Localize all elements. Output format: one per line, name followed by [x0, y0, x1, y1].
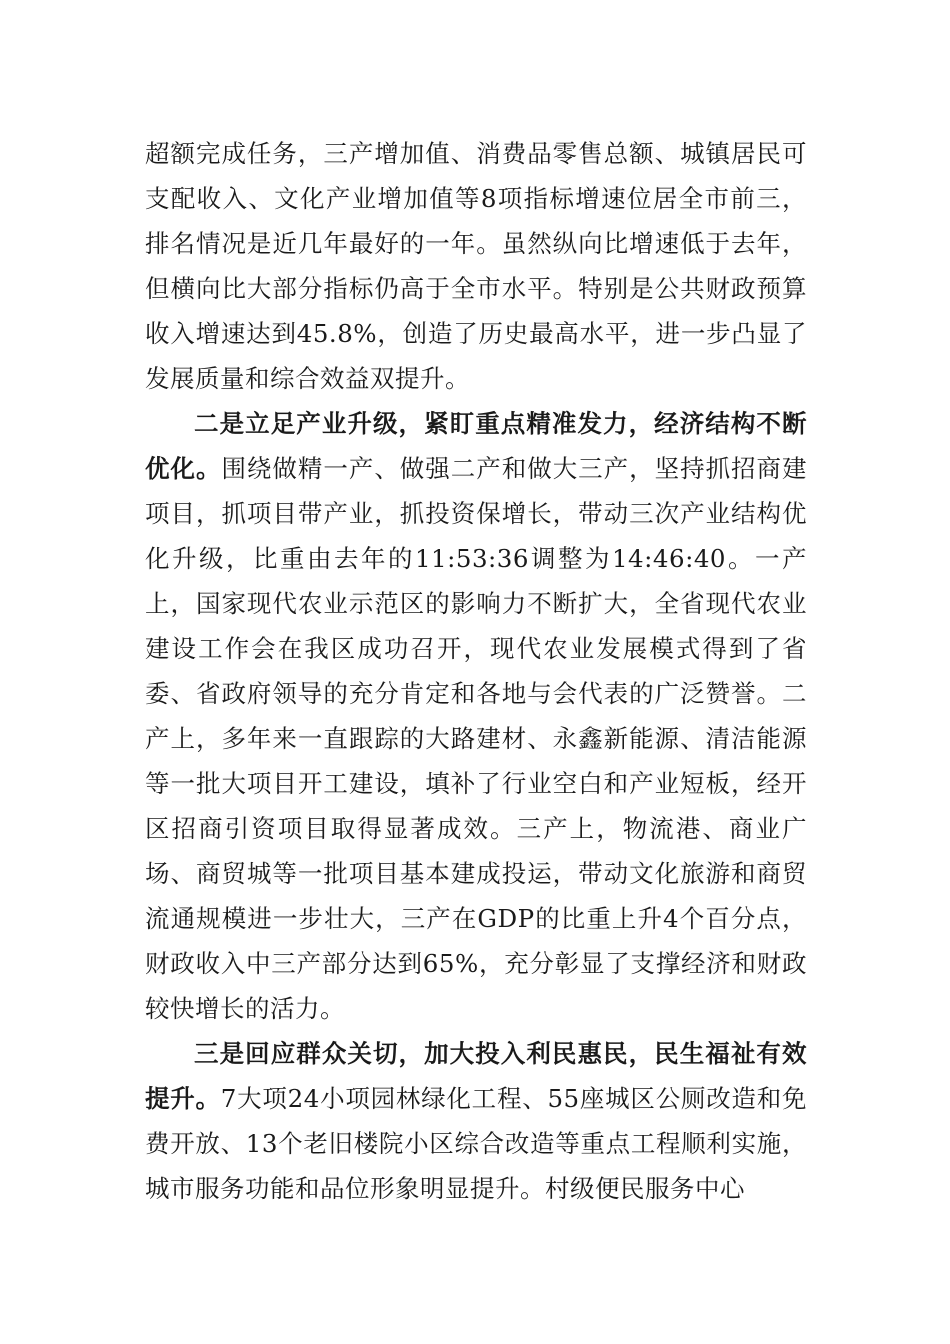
- paragraph-text: 超额完成任务，三产增加值、消费品零售总额、城镇居民可支配收入、文化产业增加值等8项指标增速位居全市前三，排名情况是近几年最好的一年。虽然纵向比增速低于去年，但横向比大部分指标仍高于全市水平。特别是公共财政预算收入增速达到45.8%，创造了历史最高水平，进一步凸显了发展质量和综合效益双提升。: [145, 139, 807, 393]
- paragraph-industry-upgrade: [145, 401, 807, 1031]
- paragraph-text: 7大项24小项园林绿化工程、55座城区公厕改造和免费开放、13个老旧楼院小区综合改造等重点工程顺利实施，城市服务功能和品位形象明显提升。村级便民服务中心: [145, 1084, 808, 1203]
- paragraph-continuation: [145, 131, 807, 401]
- paragraph-text: 围绕做精一产、做强二产和做大三产，坚持抓招商建项目，抓项目带产业，抓投资保增长，带动三次产业结构优化升级，比重由去年的11:53:36调整为14:46:40。一产上，国家现代农业示范区的影响力不断扩大，全省现代农业建设工作会在我区成功召开，现代农业发展模式得到了省委、省政府领导的充分肯定和各地与会代表的广泛赞誉。二产上，多年来一直跟踪的大路建材、永鑫新能源、清洁能源等一批大项目开工建设，填补了行业空白和产业短板，经开区招商引资项目取得显著成效。三产上，物流港、商业广场、商贸城等一批项目基本建成投运，带动文化旅游和商贸流通规模进一步壮大，三产在GDP的比重上升4个百分点，财政收入中三产部分达到65%，充分彰显了支撑经济和财政较快增长的活力。: [145, 454, 808, 1023]
- paragraph-heading: 二是立足产业升级，紧盯重点精准发力，经济结构不断优化。: [145, 409, 807, 483]
- paragraph-heading: 三是回应群众关切，加大投入利民惠民，民生福祉有效提升。: [145, 1039, 807, 1113]
- paragraph-livelihood: [145, 1031, 807, 1211]
- document-body: [145, 131, 807, 1211]
